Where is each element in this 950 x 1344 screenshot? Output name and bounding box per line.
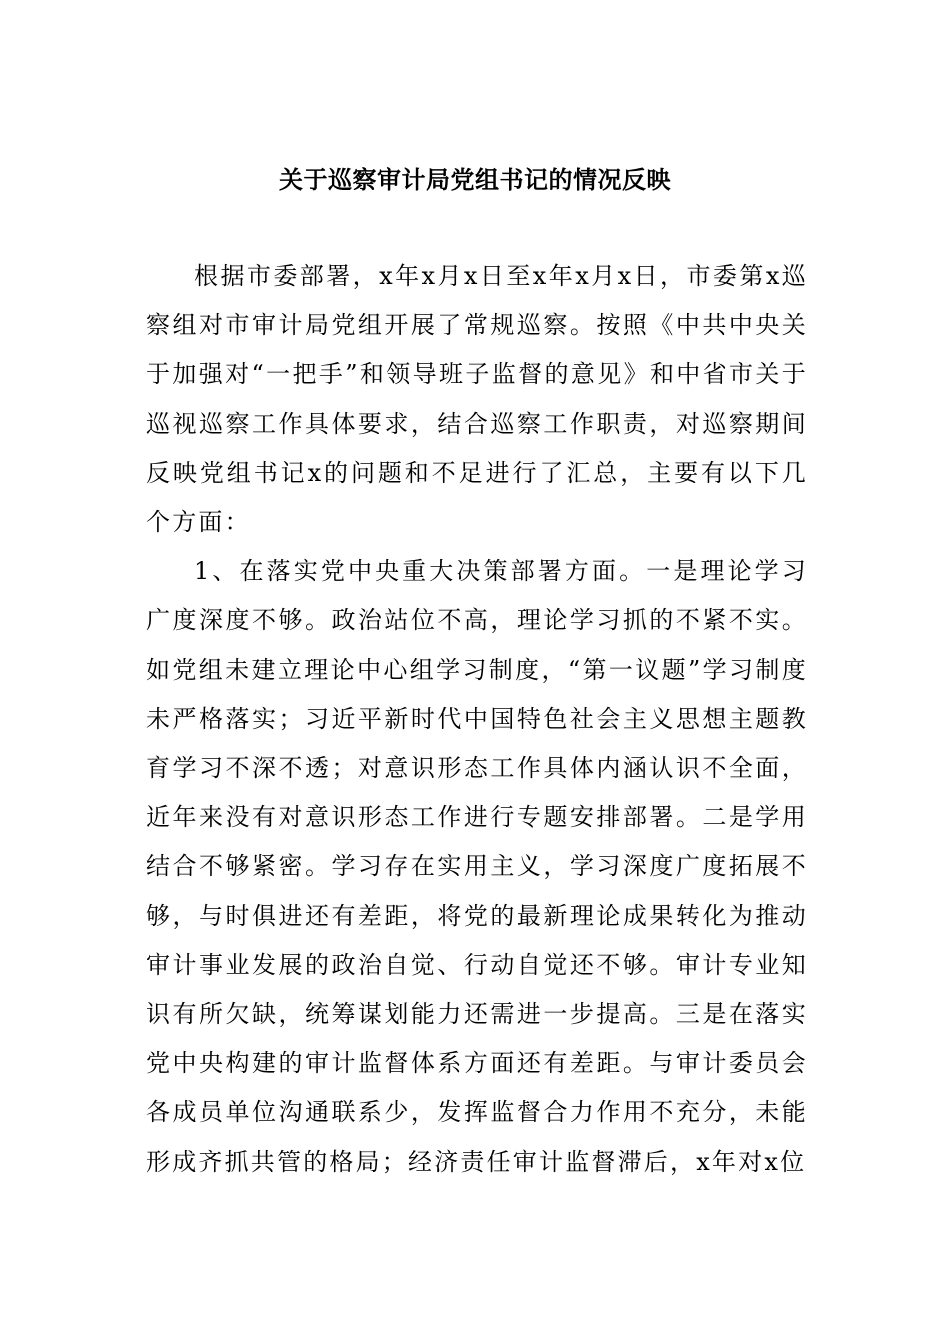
- paragraph-intro: 根据市委部署，x年x月x日至x年x月x日，市委第x巡察组对市审计局党组开展了常规巡察。按照《中共中央关于加强对“一把手”和领导班子监督的意见》和中省市关于巡视巡察工作具体要求，结合巡察工作职责，对巡察期间反映党组书记x的问题和不足进行了汇总，主要有以下几个方面：: [146, 262, 808, 537]
- document-title: 关于巡察审计局党组书记的情况反映: [279, 165, 671, 194]
- paragraph-section-1: 1、在落实党中央重大决策部署方面。一是理论学习广度深度不够。政治站位不高，理论学习抓的不紧不实。如党组未建立理论中心组学习制度，“第一议题”学习制度未严格落实；习近平新时代中国特色社会主义思想主题教育学习不深不透；对意识形态工作具体内涵认识不全面，近年来没有对意识形态工作进行专题安排部署。二是学用结合不够紧密。学习存在实用主义，学习深度广度拓展不够，与时俱进还有差距，将党的最新理论成果转化为推动审计事业发展的政治自觉、行动自觉还不够。审计专业知识有所欠缺，统筹谋划能力还需进一步提高。三是在落实党中央构建的审计监督体系方面还有差距。与审计委员会各成员单位沟通联系少，发挥监督合力作用不充分，未能形成齐抓共管的格局；经济责任审计监督滞后，x年对x位: [146, 557, 808, 1176]
- document-body: [146, 252, 808, 1187]
